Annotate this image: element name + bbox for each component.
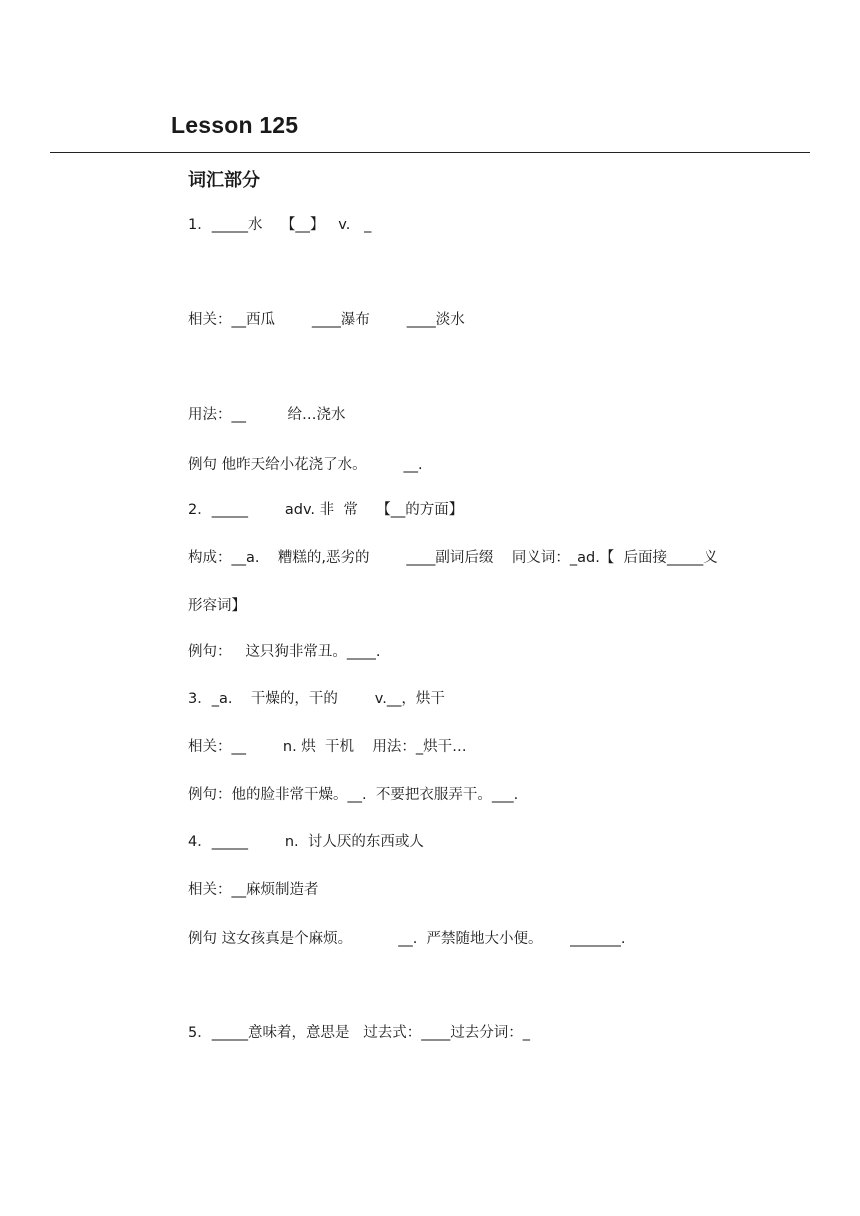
item-4-related: 相关：__麻烦制造者 [188,882,319,898]
section-heading: 词汇部分 [188,170,260,191]
item-1-related: 相关：__西瓜 ____瀑布 ____淡水 [188,312,465,328]
item-3-related: 相关：__ n. 烘 干机 用法：_烘干… [188,739,467,755]
header-divider [50,152,810,153]
item-3-example: 例句：他的脸非常干燥。__. 不要把衣服弄干。___. [188,787,519,803]
item-2-example: 例句： 这只狗非常丑。____. [188,644,381,660]
item-2-composition: 构成：__a. 糟糕的,恶劣的 ____副词后缀 同义词：_ad.【 后面接_____义 [188,550,718,566]
item-4-line: 4．_____ n. 讨人厌的东西或人 [188,834,424,850]
item-3-line: 3．_a. 干燥的，干的 v.__，烘干 [188,691,445,707]
item-5-line: 5．_____意味着，意思是 过去式：____过去分词：_ [188,1025,531,1041]
item-1-usage: 用法：__ 给…浇水 [188,407,346,423]
item-1-example: 例句 他昨天给小花浇了水。 __. [188,457,423,473]
item-4-example: 例句 这女孩真是个麻烦。 __. 严禁随地大小便。 _______. [188,931,626,947]
item-1-line: 1．_____水 【__】 v. _ [188,217,372,233]
lesson-title: Lesson 125 [171,112,299,138]
item-2-composition-cont: 形容词】 [188,598,246,614]
item-2-line: 2．_____ adv. 非 常 【__的方面】 [188,502,464,518]
